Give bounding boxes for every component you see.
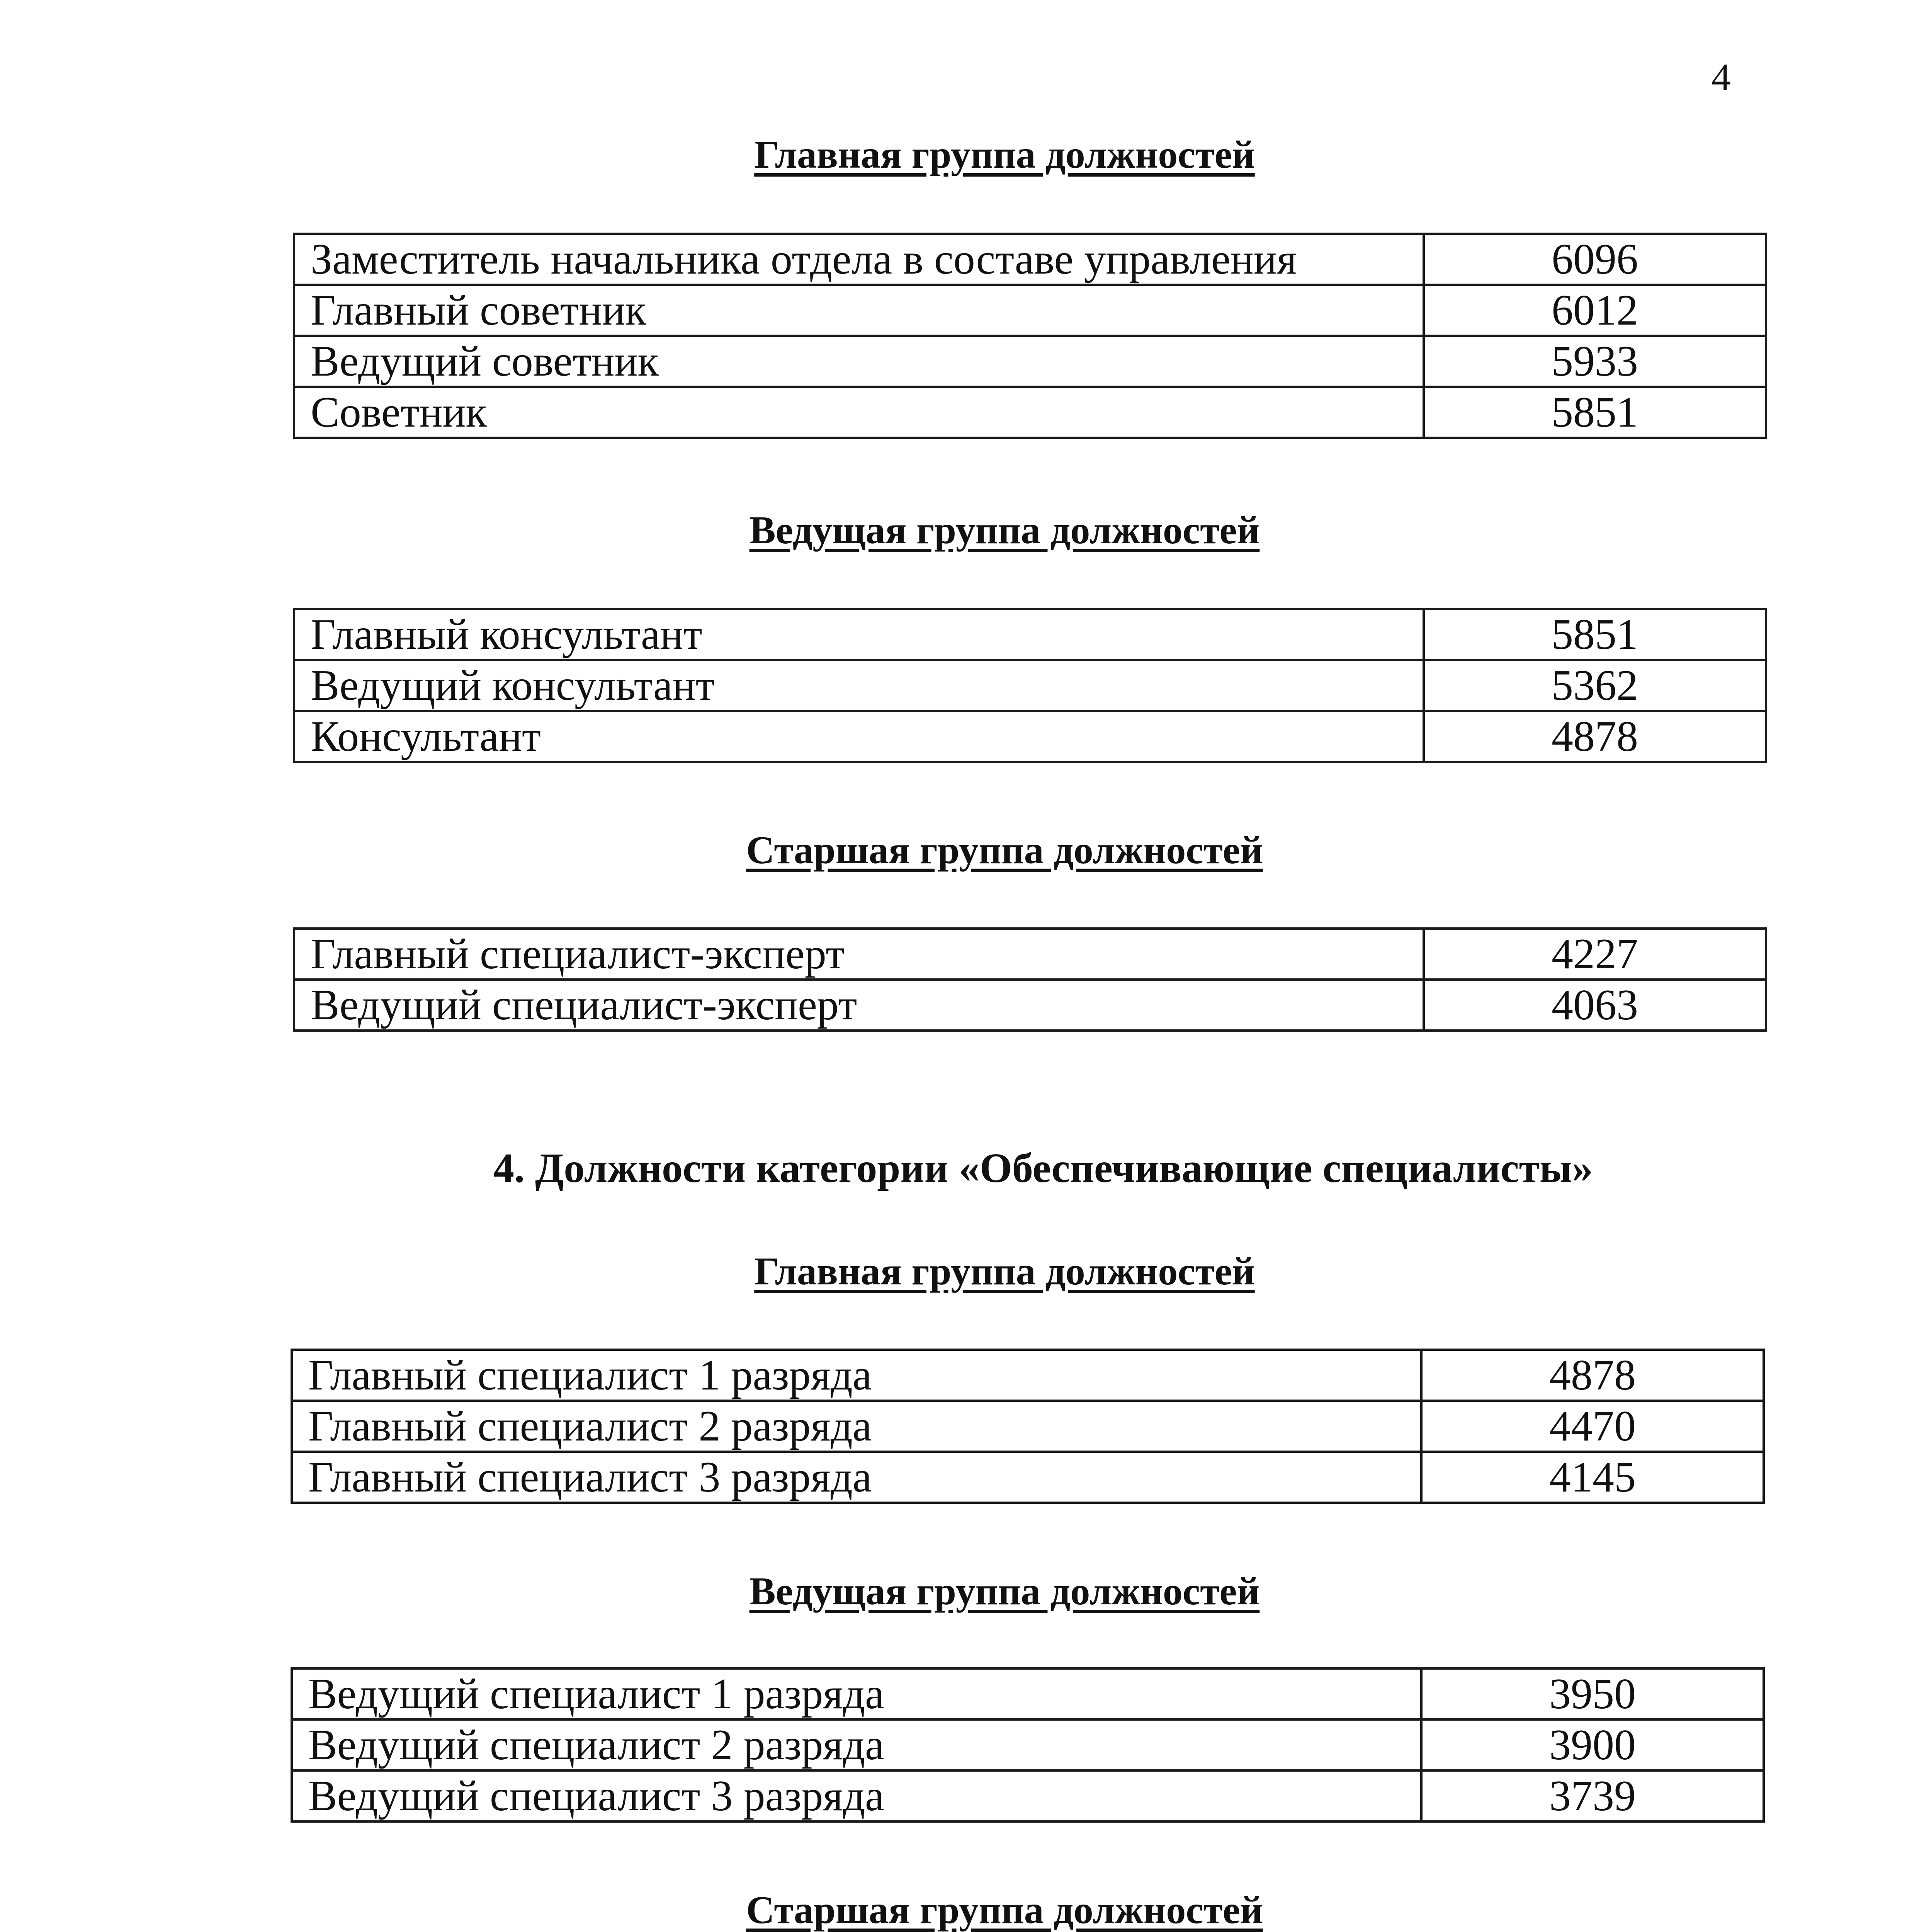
salary-value: 6096	[1424, 234, 1766, 285]
position-name: Главный специалист 1 разряда	[292, 1350, 1421, 1401]
position-name: Главный консультант	[294, 609, 1424, 660]
table-row	[292, 1719, 1764, 1770]
table-row	[292, 1350, 1764, 1401]
table-row	[292, 1668, 1764, 1719]
position-name: Главный специалист 3 разряда	[292, 1452, 1421, 1503]
position-name: Ведущий специалист 3 разряда	[292, 1770, 1421, 1821]
salary-value: 3900	[1421, 1719, 1764, 1770]
position-name: Главный специалист-эксперт	[294, 929, 1424, 980]
table-row	[294, 336, 1766, 387]
salary-value: 4470	[1421, 1401, 1764, 1452]
table-main-group	[291, 1349, 1765, 1504]
position-name: Ведущий специалист 1 разряда	[292, 1668, 1421, 1719]
salary-value: 5933	[1424, 336, 1766, 387]
salary-value: 4878	[1421, 1350, 1764, 1401]
group-heading-senior: Старшая группа должностей	[746, 1888, 1263, 1932]
table-leading-group	[293, 608, 1767, 763]
position-name: Ведущий специалист-эксперт	[294, 980, 1424, 1031]
position-name: Советник	[294, 387, 1424, 438]
salary-value: 4227	[1424, 929, 1766, 980]
position-name: Главный специалист 2 разряда	[292, 1401, 1421, 1452]
position-name: Главный советник	[294, 285, 1424, 336]
salary-value: 3739	[1421, 1770, 1764, 1821]
position-name: Ведущий консультант	[294, 660, 1424, 711]
group-heading-leading: Ведущая группа должностей	[749, 509, 1260, 552]
page-number: 4	[1712, 56, 1731, 99]
table-row	[292, 1401, 1764, 1452]
salary-value: 4878	[1424, 711, 1766, 762]
group-heading-main: Главная группа должностей	[754, 1250, 1255, 1293]
section-title: 4. Должности категории «Обеспечивающие специалисты»	[493, 1145, 1593, 1191]
position-name: Консультант	[294, 711, 1424, 762]
position-name: Ведущий специалист 2 разряда	[292, 1719, 1421, 1770]
table-row	[294, 929, 1766, 980]
salary-value: 5851	[1424, 609, 1766, 660]
salary-value: 4063	[1424, 980, 1766, 1031]
salary-value: 5851	[1424, 387, 1766, 438]
table-leading-group	[291, 1667, 1765, 1823]
table-row	[294, 234, 1766, 285]
position-name: Ведущий советник	[294, 336, 1424, 387]
group-heading-senior: Старшая группа должностей	[746, 828, 1263, 872]
table-row	[294, 980, 1766, 1031]
salary-value: 5362	[1424, 660, 1766, 711]
table-row	[292, 1452, 1764, 1503]
table-row	[294, 609, 1766, 660]
group-heading-main: Главная группа должностей	[754, 133, 1255, 177]
salary-value: 3950	[1421, 1668, 1764, 1719]
table-row	[292, 1770, 1764, 1821]
position-name: Заместитель начальника отдела в составе управления	[294, 234, 1424, 285]
table-row	[294, 285, 1766, 336]
table-row	[294, 660, 1766, 711]
salary-value: 4145	[1421, 1452, 1764, 1503]
salary-value: 6012	[1424, 285, 1766, 336]
table-senior-group	[293, 927, 1767, 1032]
table-main-group	[293, 233, 1767, 439]
table-row	[294, 387, 1766, 438]
table-row	[294, 711, 1766, 762]
group-heading-leading: Ведущая группа должностей	[749, 1570, 1260, 1613]
